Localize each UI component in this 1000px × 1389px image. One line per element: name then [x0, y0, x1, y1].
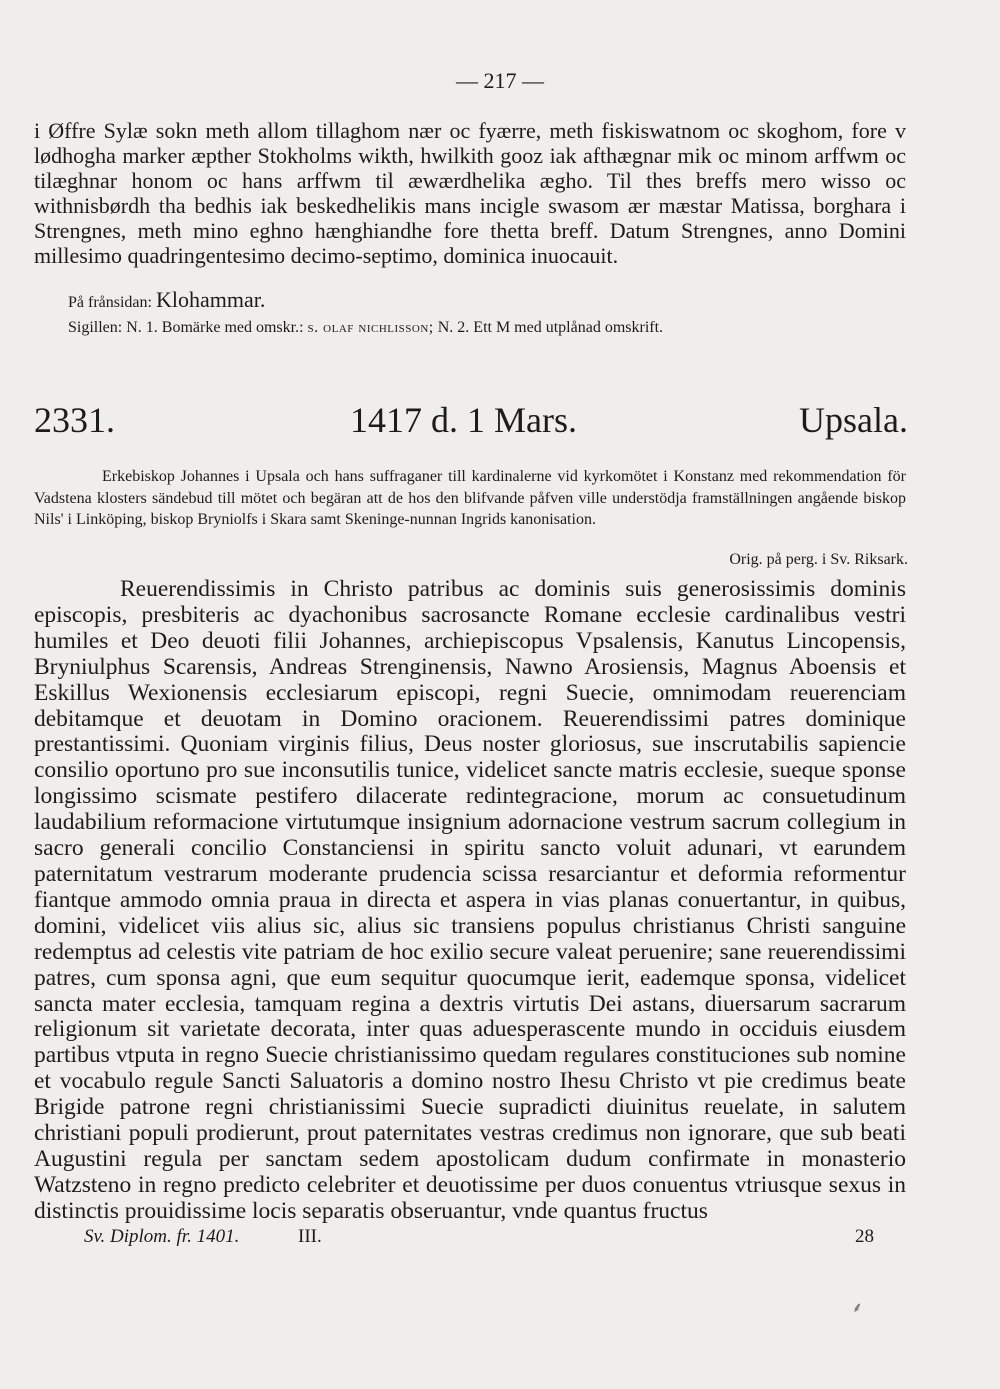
collection-title: Sv. Diplom. fr. 1401.: [84, 1226, 240, 1247]
signature-mark: 28: [855, 1226, 874, 1247]
entry-summary: Erkebiskop Johannes i Upsala och hans suffraganer till kardinalerne vid kyrkomötet i Konstanz med rekommendation för Vadstena klosters sändebud till mötet och begäran att de hos den blifvande påfven ville understödja framställningen angående biskop Nils' i Linköping, biskop Bryniolfs i Skara samt Skeninge-nunnan Ingrids kanonisation.: [34, 468, 906, 528]
entry-date: 1417 d. 1 Mars.: [350, 400, 577, 440]
source-note: Orig. på perg. i Sv. Riksark.: [729, 551, 908, 568]
seals-note: [34, 318, 940, 338]
volume-number: III.: [298, 1226, 322, 1247]
letter-text: Reuerendissimis in Christo patribus ac dominis suis generosissimis dominis episcopis, presbiteris ac dyachonibus sacrosancte Romane ecclesie cardinalibus vestri humiles et Deo deuoti filii Johannes, archiepiscopus Vpsalensis, Kanutus Lincopensis, Bryniulphus Scarensis, Andreas Strenginensis, Nawno Arosiensis, Magnus Aboensis et Eskillus Wexionensis ecclesiarum episcopi, regni Suecie, omnimodam reuerenciam debitamque et deuotam in Domino oracionem. Reuerendissimi patres dominique prestantissimi. Quoniam virginis filius, Deus noster gloriosus, sue inscrutabilis sapiencie consilio oportuno pro sue inconsutilis tunice, videlicet sancte matris ecclesie, sueque sponse longissimo scismate pestifero dilacerate redintegracione, morum ac consuetudinum laudabilium reformacione virtutumque insignium adornacione vestrum sacrum collegium in sacro generali concilio Constanciensi in spiritu sancto voluit adunari, vt earundem paternitatum vestrarum moderante prudencia scissa resarciantur et deformia reformentur fiantque ammodo omnia praua in directa et aspera in vias planas conuertantur, in quibus, domini, videlicet viis alius sic, alius sic transiens populus christianus Christi sanguine redemptus ad celestis vite patriam de hoc exilio secure valeat peruenire; sane reuerendissimi patres, cum sponsa agni, que eum sequitur quocumque ierit, eademque sponsa, videlicet sancta mater ecclesia, tamquam regina a dextris virtutis Dei astans, diuersarum sacrarum religionum sit varietate decorata, inter quas aduesperascente mundo in occiduis eiusdem partibus vtputa in regno Suecie christianissimo quedam regulares constituciones sub nomine et vocabulo regule Sancti Saluatoris a domino nostro Ihesu Christo vt pie credimus beate Brigide patrone regni christianissimi Suecie supradicti diuinitus reuelate, in salutem christiani populi prodierunt, prout paternitates vestras credimus non ignorare, que sub beati Augustini regula per sanctam sedem apostolicam dudum confirmate in monasterio Watzsteno in regno predicto celebriter et deuotissime per duos conuentus vtriusque sexus in distinctis prouidissime locis separatis obseruantur, vnde quantus fructus: [34, 576, 906, 1224]
entry-number: 2331.: [34, 400, 115, 440]
entry-heading: [34, 398, 908, 442]
dorse-value: Klohammar.: [155, 287, 266, 312]
page-number: — 217 —: [456, 68, 544, 93]
seals-name: s. olaf nichlisson;: [307, 319, 434, 336]
seals-label: Sigillen:: [68, 319, 123, 336]
seals-text-1: N. 1. Bomärke med omskr.:: [126, 319, 304, 336]
ink-smudge: ⸙: [852, 1301, 863, 1316]
dorse-label: På frånsidan:: [68, 294, 152, 311]
page-footer: [84, 1226, 874, 1250]
previous-charter-text: i Øffre Sylæ sokn meth allom tillaghom nær oc fyærre, meth fiskiswatnom oc skoghom, fore v lødhogha marker æpther Stokholms wikth, hwilkith gooz iak afthægnar mik oc minom arffwm oc tilæghnar honom oc hans arffwm til æwærdhelika ægho. Til thes breffs mero wisso oc withnisbørdh tha bedhis iak beskedhelikis mans incigle swasom ær mæstar Matissa, borghara i Strengnes, meth mino eghno hænghiandhe fore thetta breff. Datum Strengnes, anno Domini millesimo quadringentesimo decimo-septimo, dominica inuocauit.: [34, 118, 906, 268]
entry-place: Upsala.: [799, 400, 908, 440]
seals-text-2: N. 2. Ett M med utplånad omskrift.: [437, 319, 664, 336]
dorse-note: [34, 287, 940, 313]
